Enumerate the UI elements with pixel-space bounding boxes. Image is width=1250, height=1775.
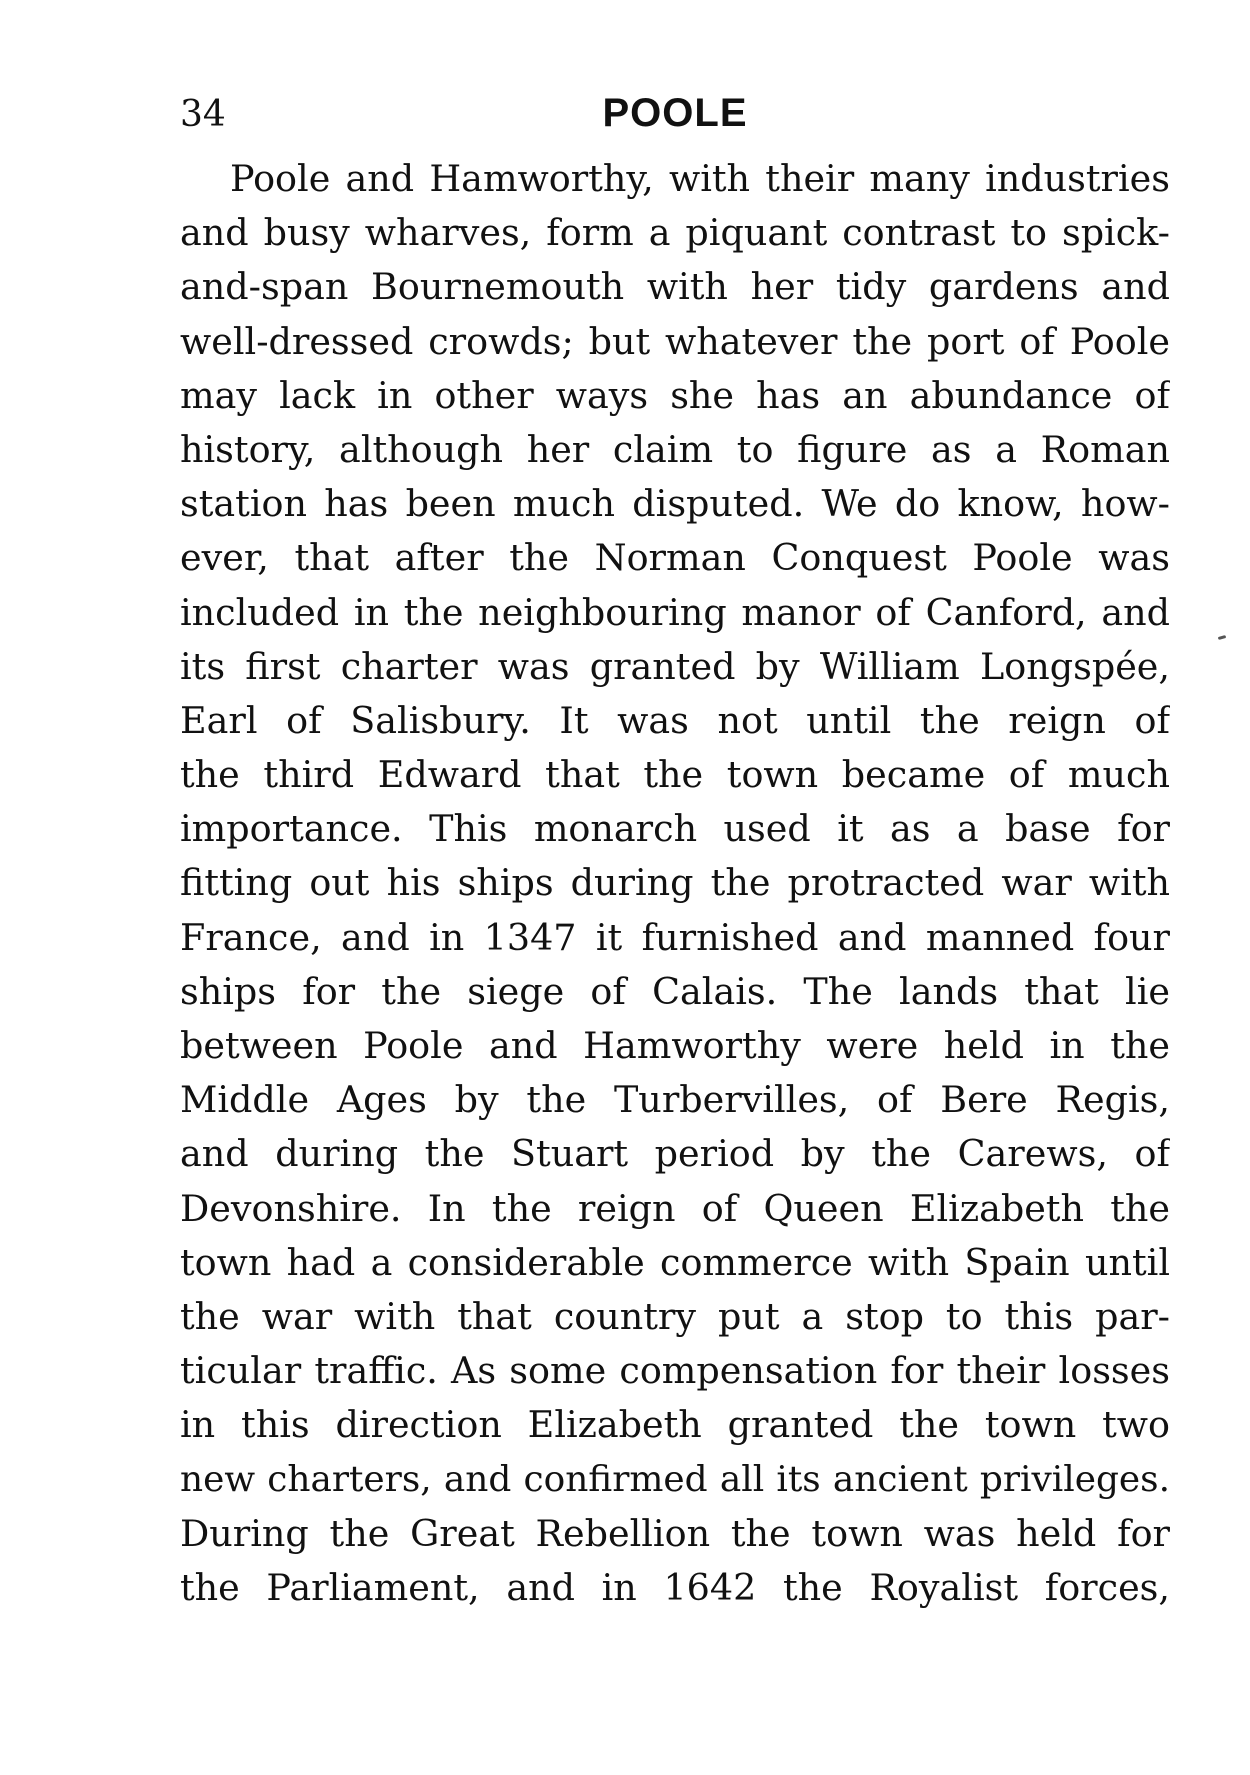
text-line: town had a considerable commerce with Spain until — [180, 1240, 1170, 1284]
text-line: Devonshire. In the reign of Queen Elizabeth the — [180, 1186, 1170, 1230]
text-line: importance. This monarch used it as a base for — [180, 807, 1170, 851]
text-line: new charters, and confirmed all its ancient privileges. — [180, 1458, 1170, 1500]
text-line: the Parliament, and in 1642 the Royalist forces, — [180, 1565, 1170, 1609]
text-line: fitting out his ships during the protracted war with — [180, 861, 1170, 905]
text-line: Earl of Salisbury. It was not until the reign of — [180, 698, 1170, 742]
text-line: France, and in 1347 it furnished and manned four — [180, 915, 1170, 959]
text-line: in this direction Elizabeth granted the town two — [180, 1403, 1170, 1447]
text-line: included in the neighbouring manor of Canford, and — [180, 590, 1170, 634]
body-paragraph — [180, 152, 1170, 1615]
text-line: ships for the siege of Calais. The lands that lie — [180, 969, 1170, 1013]
text-line: the third Edward that the town became of much — [180, 753, 1170, 797]
text-line: may lack in other ways she has an abundance of — [180, 373, 1170, 417]
text-line: ever, that after the Norman Conquest Poole was — [180, 536, 1170, 580]
text-line: its first charter was granted by William Longspée, — [180, 644, 1170, 688]
margin-speck — [1218, 635, 1227, 640]
page-number: 34 — [180, 94, 226, 135]
text-line: and busy wharves, form a piquant contrast to spick- — [180, 211, 1170, 255]
text-line: the war with that country put a stop to this par- — [180, 1294, 1170, 1338]
text-line: station has been much disputed. We do know, how- — [180, 482, 1170, 526]
text-line: between Poole and Hamworthy were held in the — [180, 1024, 1170, 1067]
text-line: ticular traffic. As some compensation for their losses — [180, 1349, 1170, 1393]
text-line: well-dressed crowds; but whatever the port of Poole — [180, 319, 1170, 363]
text-line: During the Great Rebellion the town was held for — [180, 1511, 1170, 1555]
text-line: Middle Ages by the Turbervilles, of Bere Regis, — [180, 1078, 1170, 1122]
page-header — [180, 80, 1170, 150]
text-line: history, although her claim to figure as a Roman — [180, 427, 1170, 471]
text-line: and-span Bournemouth with her tidy gardens and — [180, 265, 1170, 309]
text-line: and during the Stuart period by the Carews, of — [180, 1132, 1170, 1176]
text-line: Poole and Hamworthy, with their many industries — [230, 157, 1170, 200]
running-title: POOLE — [602, 91, 748, 135]
